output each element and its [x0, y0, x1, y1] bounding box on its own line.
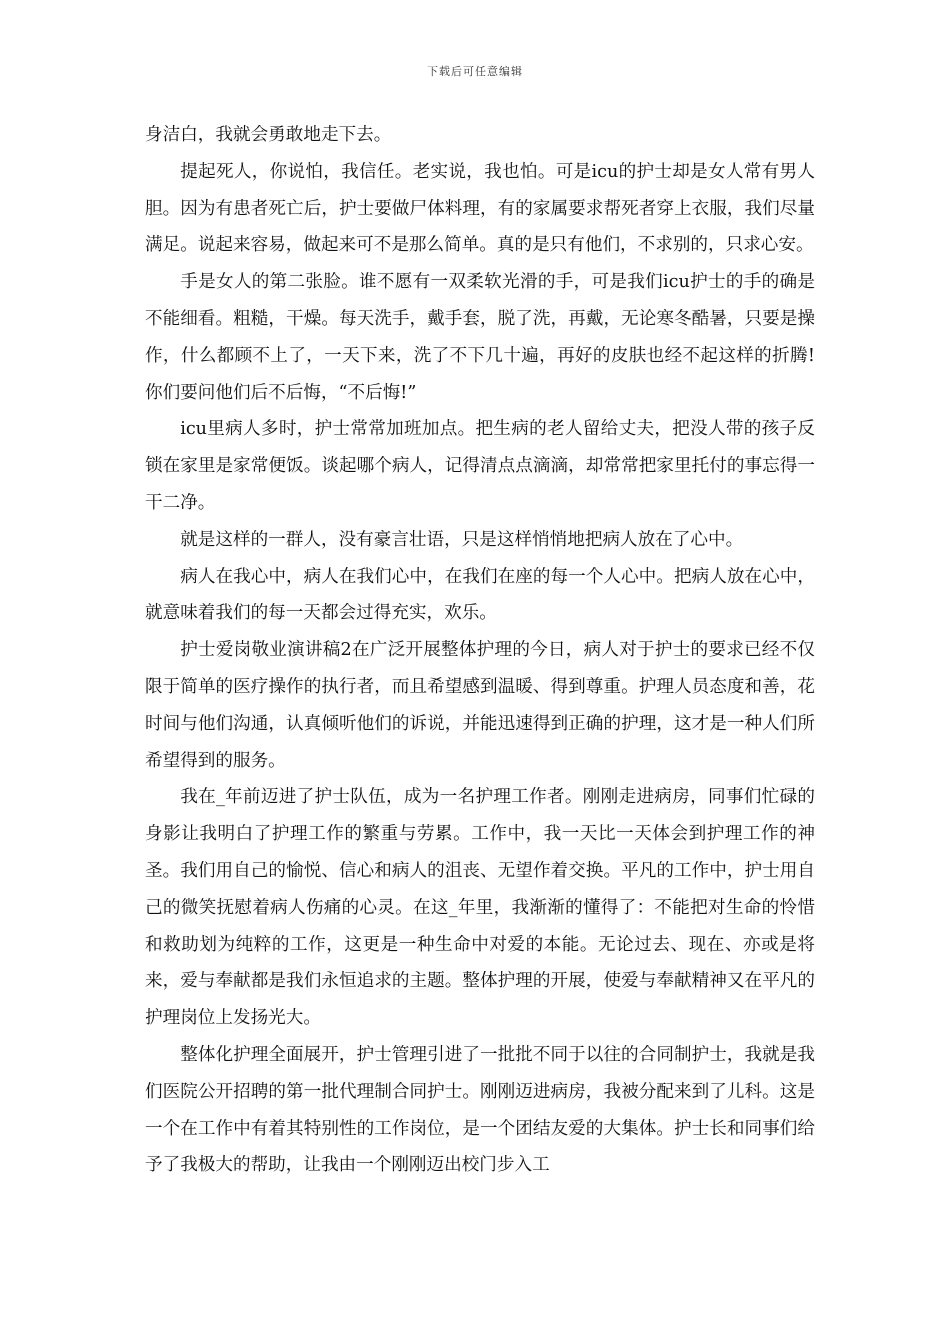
- paragraph-2: 提起死人，你说怕，我信任。老实说，我也怕。可是icu的护士却是女人常有男人胆。因为有患者死亡后，护士要做尸体料理，有的家属要求帮死者穿上衣服，我们尽量满足。说起来容易，做起来可不是那么简单。真的是只有他们，不求别的，只求心安。: [145, 161, 815, 256]
- paragraph-5: 就是这样的一群人，没有豪言壮语，只是这样悄悄地把病人放在了心中。: [180, 529, 744, 550]
- page-header: 下载后可任意编辑: [427, 65, 523, 78]
- paragraph-6: 病人在我心中，病人在我们心中，在我们在座的每一个人心中。把病人放在心中，就意味着我们的每一天都会过得充实，欢乐。: [145, 566, 815, 624]
- paragraph-8: 我在_年前迈进了护士队伍，成为一名护理工作者。刚刚走进病房，同事们忙碌的身影让我明白了护理工作的繁重与劳累。工作中，我一天比一天体会到护理工作的神圣。我们用自己的愉悦、信心和病人的沮丧、无望作着交换。平凡的工作中，护士用自己的微笑抚慰着病人伤痛的心灵。在这_年里，我渐渐的懂得了：不能把对生命的怜惜和救助划为纯粹的工作，这更是一种生命中对爱的本能。无论过去、现在、亦或是将来，爱与奉献都是我们永恒追求的主题。整体护理的开展，使爱与奉献精神又在平凡的护理岗位上发扬光大。: [145, 787, 815, 1029]
- paragraph-7: 护士爱岗敬业演讲稿2在广泛开展整体护理的今日，病人对于护士的要求已经不仅限于简单的医疗操作的执行者，而且希望感到温暖、得到尊重。护理人员态度和善，花时间与他们沟通，认真倾听他们的诉说，并能迅速得到正确的护理，这才是一种人们所希望得到的服务。: [145, 640, 815, 771]
- paragraph-3: 手是女人的第二张脸。谁不愿有一双柔软光滑的手，可是我们icu护士的手的确是不能细看。粗糙，干燥。每天洗手，戴手套，脱了洗，再戴，无论寒冬酷暑，只要是操作，什么都顾不上了，一天下来，洗了不下几十遍，再好的皮肤也经不起这样的折腾!你们要问他们后不后悔，“不后悔!”: [145, 272, 815, 403]
- paragraph-1: 身洁白，我就会勇敢地走下去。: [145, 125, 392, 145]
- paragraph-9: 整体化护理全面展开，护士管理引进了一批批不同于以往的合同制护士，我就是我们医院公开招聘的第一批代理制合同护士。刚刚迈进病房，我被分配来到了儿科。这是一个在工作中有着其特别性的工作岗位，是一个团结友爱的大集体。护士长和同事们给予了我极大的帮助，让我由一个刚刚迈出校门步入工: [145, 1044, 815, 1176]
- paragraph-4: icu里病人多时，护士常常加班加点。把生病的老人留给丈夫，把没人带的孩子反锁在家里是家常便饭。谈起哪个病人，记得清点点滴滴，却常常把家里托付的事忘得一干二净。: [145, 419, 815, 513]
- document-body: [145, 117, 815, 1184]
